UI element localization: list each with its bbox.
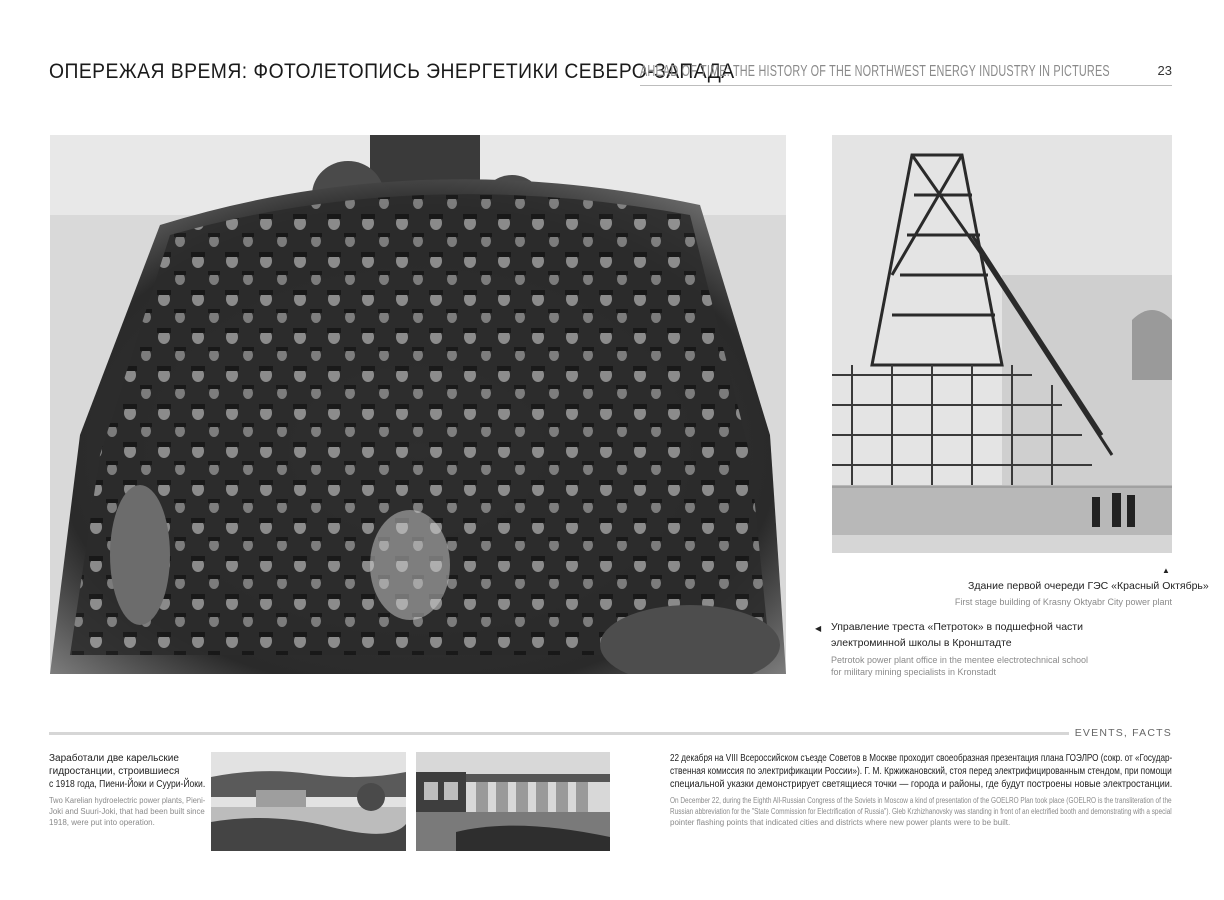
hydro-dam-photo <box>416 752 610 851</box>
power-plant-building-photo <box>832 135 1172 553</box>
goelro-en-line: Russian abbreviation for the "State Commission for Electrification of Russia"). Gleb Krzhizhanovsky was standing in front of an electrified booth and demonstrating with a special <box>670 807 1172 816</box>
karelia-ru-line: с 1918 года, Пиени-Йоки и Суури-Йоки. <box>49 779 206 790</box>
group-caption-ru-line2: электроминной школы в Кронштадте <box>831 637 1012 649</box>
group-photo <box>50 135 786 674</box>
goelro-en-line: pointer flashing points that indicated cities and districts where new power plants were to be built. <box>670 818 1011 827</box>
hydro-plant-landscape-photo <box>211 752 406 851</box>
triangle-up-icon: ▲ <box>1162 566 1170 575</box>
karelia-en-line: Joki and Suuri-Joki, that had been built since <box>49 807 205 816</box>
goelro-ru-line: ственная комиссия по электрификации России»). Г. М. Кржижановский, стоя перед электрифицированным стендом, при помощи <box>670 766 1172 777</box>
goelro-en-line: On December 22, during the Eighth All-Russian Congress of the Soviets in Moscow a kind of presentation of the GOELRO Plan took place (GOELRO is the transliteration of the <box>670 796 1172 805</box>
karelia-ru-line: Заработали две карельские <box>49 753 179 764</box>
page-title-ru: ОПЕРЕЖАЯ ВРЕМЯ: ФОТОЛЕТОПИСЬ ЭНЕРГЕТИКИ СЕВЕРО-ЗАПАДА <box>49 60 735 83</box>
goelro-ru-line: 22 декабря на VIII Всероссийском съезде Советов в Москве проходит своеобразная презентация плана ГОЭЛРО (сокр. от «Государ- <box>670 753 1173 764</box>
header-divider <box>640 85 1172 86</box>
group-caption-ru-line1: Управление треста «Петроток» в подшефной части <box>831 621 1083 633</box>
karelia-en-line: Two Karelian hydroelectric power plants, Pieni- <box>49 796 206 805</box>
triangle-left-icon: ◀ <box>815 624 822 633</box>
goelro-ru-line: специальной указки демонстрирует светящиеся точки — города и районы, где будут построены новые электростанции. <box>670 779 1173 790</box>
page-title-en: AHEAD OF TIME: THE HISTORY OF THE NORTHWEST ENERGY INDUSTRY IN PICTURES <box>640 63 1110 80</box>
group-caption-en-line1: Petrotok power plant office in the mentee electrotechnical school <box>831 655 1088 665</box>
karelia-ru-line: гидростанции, строившиеся <box>49 766 180 777</box>
group-caption-en-line2: for military mining specialists in Kronstadt <box>831 667 997 677</box>
building-caption-en: First stage building of Krasny Oktyabr City power plant <box>954 597 1172 607</box>
events-facts-label: EVENTS, FACTS <box>1069 727 1172 739</box>
karelia-en-line: 1918, were put into operation. <box>49 818 155 827</box>
events-divider <box>49 732 1072 735</box>
page-number: 23 <box>1157 63 1172 78</box>
building-caption-ru: Здание первой очереди ГЭС «Красный Октябрь» <box>968 580 1209 592</box>
